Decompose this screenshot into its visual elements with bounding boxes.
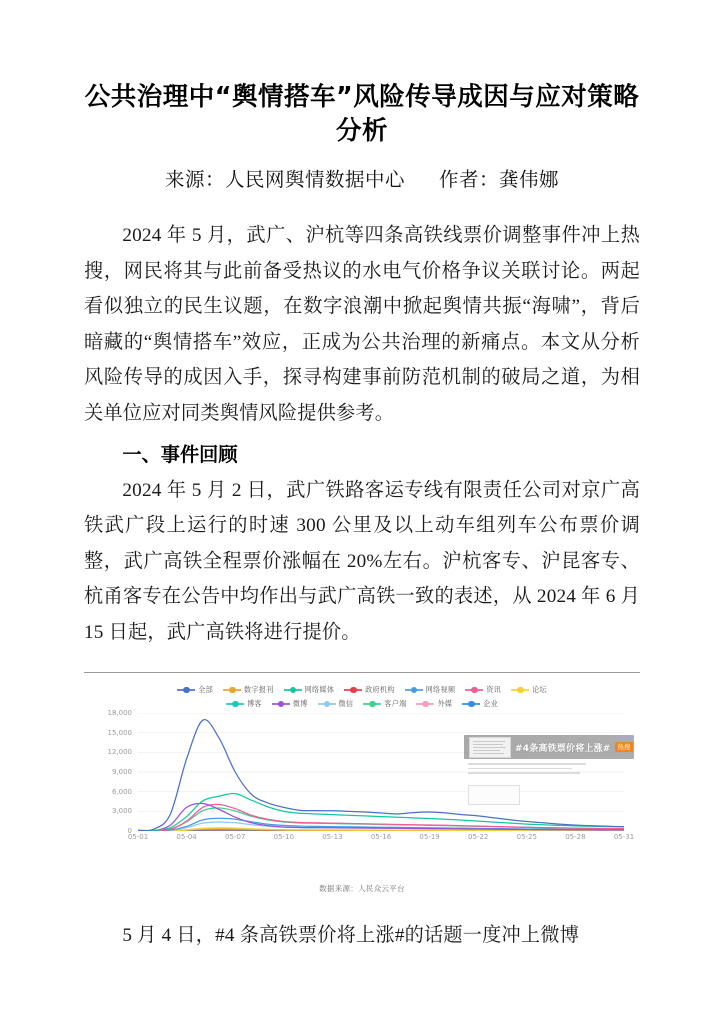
legend-label: 数字报刊 bbox=[243, 685, 274, 694]
legend-marker-icon bbox=[405, 686, 423, 695]
y-axis-tick: 6,000 bbox=[111, 787, 132, 796]
legend-marker-icon bbox=[284, 686, 302, 695]
legend-item-论坛[interactable] bbox=[511, 685, 547, 695]
legend-label: 微信 bbox=[338, 699, 354, 708]
overlay-topic-title: #4条高铁票价将上涨# bbox=[515, 743, 611, 754]
chart-plot-area bbox=[96, 709, 635, 845]
legend-marker-icon bbox=[226, 700, 244, 709]
legend-label: 政府机构 bbox=[365, 685, 395, 694]
y-axis-tick: 12,000 bbox=[107, 748, 132, 757]
x-axis-tick: 05-01 bbox=[127, 833, 149, 841]
legend-label: 客户端 bbox=[384, 699, 407, 708]
y-axis-tick: 15,000 bbox=[107, 728, 132, 737]
legend-marker-icon bbox=[344, 686, 362, 695]
x-axis-tick: 05-04 bbox=[176, 833, 197, 841]
legend-marker-icon bbox=[465, 686, 483, 695]
figure-block bbox=[84, 672, 640, 894]
topic-overlay-banner bbox=[464, 735, 634, 759]
byline-source: 来源：人民网舆情数据中心 bbox=[164, 170, 405, 191]
chart-x-axis bbox=[127, 833, 635, 847]
overlay-hot-badge: 热搜 bbox=[615, 742, 634, 751]
legend-item-企业[interactable] bbox=[462, 699, 498, 709]
x-axis-tick: 05-13 bbox=[322, 833, 343, 841]
y-axis-tick: 18,000 bbox=[107, 709, 132, 717]
legend-marker-icon bbox=[272, 700, 290, 709]
legend-item-微博[interactable] bbox=[272, 699, 308, 709]
chart-line-网络媒体 bbox=[138, 794, 624, 831]
legend-label: 论坛 bbox=[532, 685, 547, 694]
y-axis-tick: 0 bbox=[127, 827, 132, 835]
x-axis-tick: 05-28 bbox=[565, 833, 586, 841]
legend-marker-icon bbox=[511, 686, 529, 695]
legend-item-资讯[interactable] bbox=[465, 685, 501, 695]
section-heading-1: 一、事件回顾 bbox=[122, 443, 238, 466]
figure-divider bbox=[84, 672, 640, 673]
legend-label: 博客 bbox=[246, 699, 262, 708]
legend-label: 全部 bbox=[198, 685, 213, 694]
page-title: 公共治理中“舆情搭车”风险传导成因与应对策略分析 bbox=[84, 82, 640, 146]
legend-label: 网络媒体 bbox=[304, 685, 335, 694]
y-axis-tick: 9,000 bbox=[111, 768, 132, 776]
y-axis-tick: 3,000 bbox=[111, 807, 132, 816]
paragraph-weibo: 5 月 4 日，#4 条高铁票价将上涨#的话题一度冲上微博 bbox=[122, 925, 580, 946]
byline-author: 作者：龚伟娜 bbox=[439, 170, 560, 191]
legend-item-网络媒体[interactable] bbox=[284, 685, 335, 695]
x-axis-tick: 05-31 bbox=[613, 833, 635, 841]
legend-label: 微博 bbox=[292, 699, 308, 708]
paragraph-intro: 2024 年 5 月，武广、沪杭等四条高铁线票价调整事件冲上热搜，网民将其与此前备受热议的水电气价格争议关联讨论。两起看似独立的民生议题，在数字浪潮中掀起舆情共振“海啸”，背后暗藏的“舆情搭车”效应，正成为公共治理的新痛点。本文从分析风险传导的成因入手，探寻构建事前防范机制的破局之道，为相关单位应对同类舆情风险提供参考。 bbox=[84, 225, 640, 424]
x-axis-tick: 05-25 bbox=[516, 833, 537, 841]
legend-label: 外媒 bbox=[437, 699, 453, 708]
legend-item-微信[interactable] bbox=[318, 699, 354, 709]
legend-item-客户端[interactable] bbox=[363, 699, 406, 709]
overlay-thumbnail-icon bbox=[469, 737, 511, 758]
paragraph-event-review: 2024 年 5 月 2 日，武广铁路客运专线有限责任公司对京广高铁武广段上运行的时速 300 公里及以上动车组列车公布票价调整，武广高铁全程票价涨幅在 20%左右。沪杭客专、沪昆客专、杭甬客专在公告中均作出与武广高铁一致的表述，从 2024 年 6 月 15 日起，武广高铁将进行提价。 bbox=[84, 479, 640, 643]
legend-marker-icon bbox=[318, 700, 336, 709]
x-axis-tick: 05-16 bbox=[370, 833, 392, 841]
byline bbox=[84, 166, 640, 196]
legend-marker-icon bbox=[462, 700, 480, 709]
legend-label: 资讯 bbox=[486, 685, 502, 694]
legend-label: 网络视频 bbox=[425, 685, 456, 694]
legend-marker-icon bbox=[363, 700, 381, 709]
chart-legend-row-1 bbox=[102, 685, 622, 695]
trend-chart bbox=[84, 683, 640, 881]
legend-item-全部[interactable] bbox=[177, 685, 213, 695]
x-axis-tick: 05-22 bbox=[468, 833, 489, 841]
legend-item-网络视频[interactable] bbox=[405, 685, 456, 695]
x-axis-tick: 05-10 bbox=[273, 833, 294, 841]
legend-marker-icon bbox=[177, 686, 195, 695]
chart-legend-row-2 bbox=[102, 699, 622, 709]
legend-marker-icon bbox=[416, 700, 434, 709]
chart-legend bbox=[84, 683, 640, 709]
chart-y-axis bbox=[96, 709, 136, 835]
x-axis-tick: 05-19 bbox=[419, 833, 440, 841]
legend-item-外媒[interactable] bbox=[416, 699, 452, 709]
legend-label: 企业 bbox=[483, 699, 499, 708]
overlay-placeholder-lines bbox=[468, 763, 588, 777]
overlay-placeholder-box bbox=[468, 785, 520, 805]
legend-item-博客[interactable] bbox=[226, 699, 262, 709]
x-axis-tick: 05-07 bbox=[225, 833, 246, 841]
legend-item-政府机构[interactable] bbox=[344, 685, 395, 695]
legend-item-数字报刊[interactable] bbox=[223, 685, 274, 695]
figure-source-caption: 数据来源：人民众云平台 bbox=[319, 884, 405, 893]
legend-marker-icon bbox=[223, 686, 241, 695]
